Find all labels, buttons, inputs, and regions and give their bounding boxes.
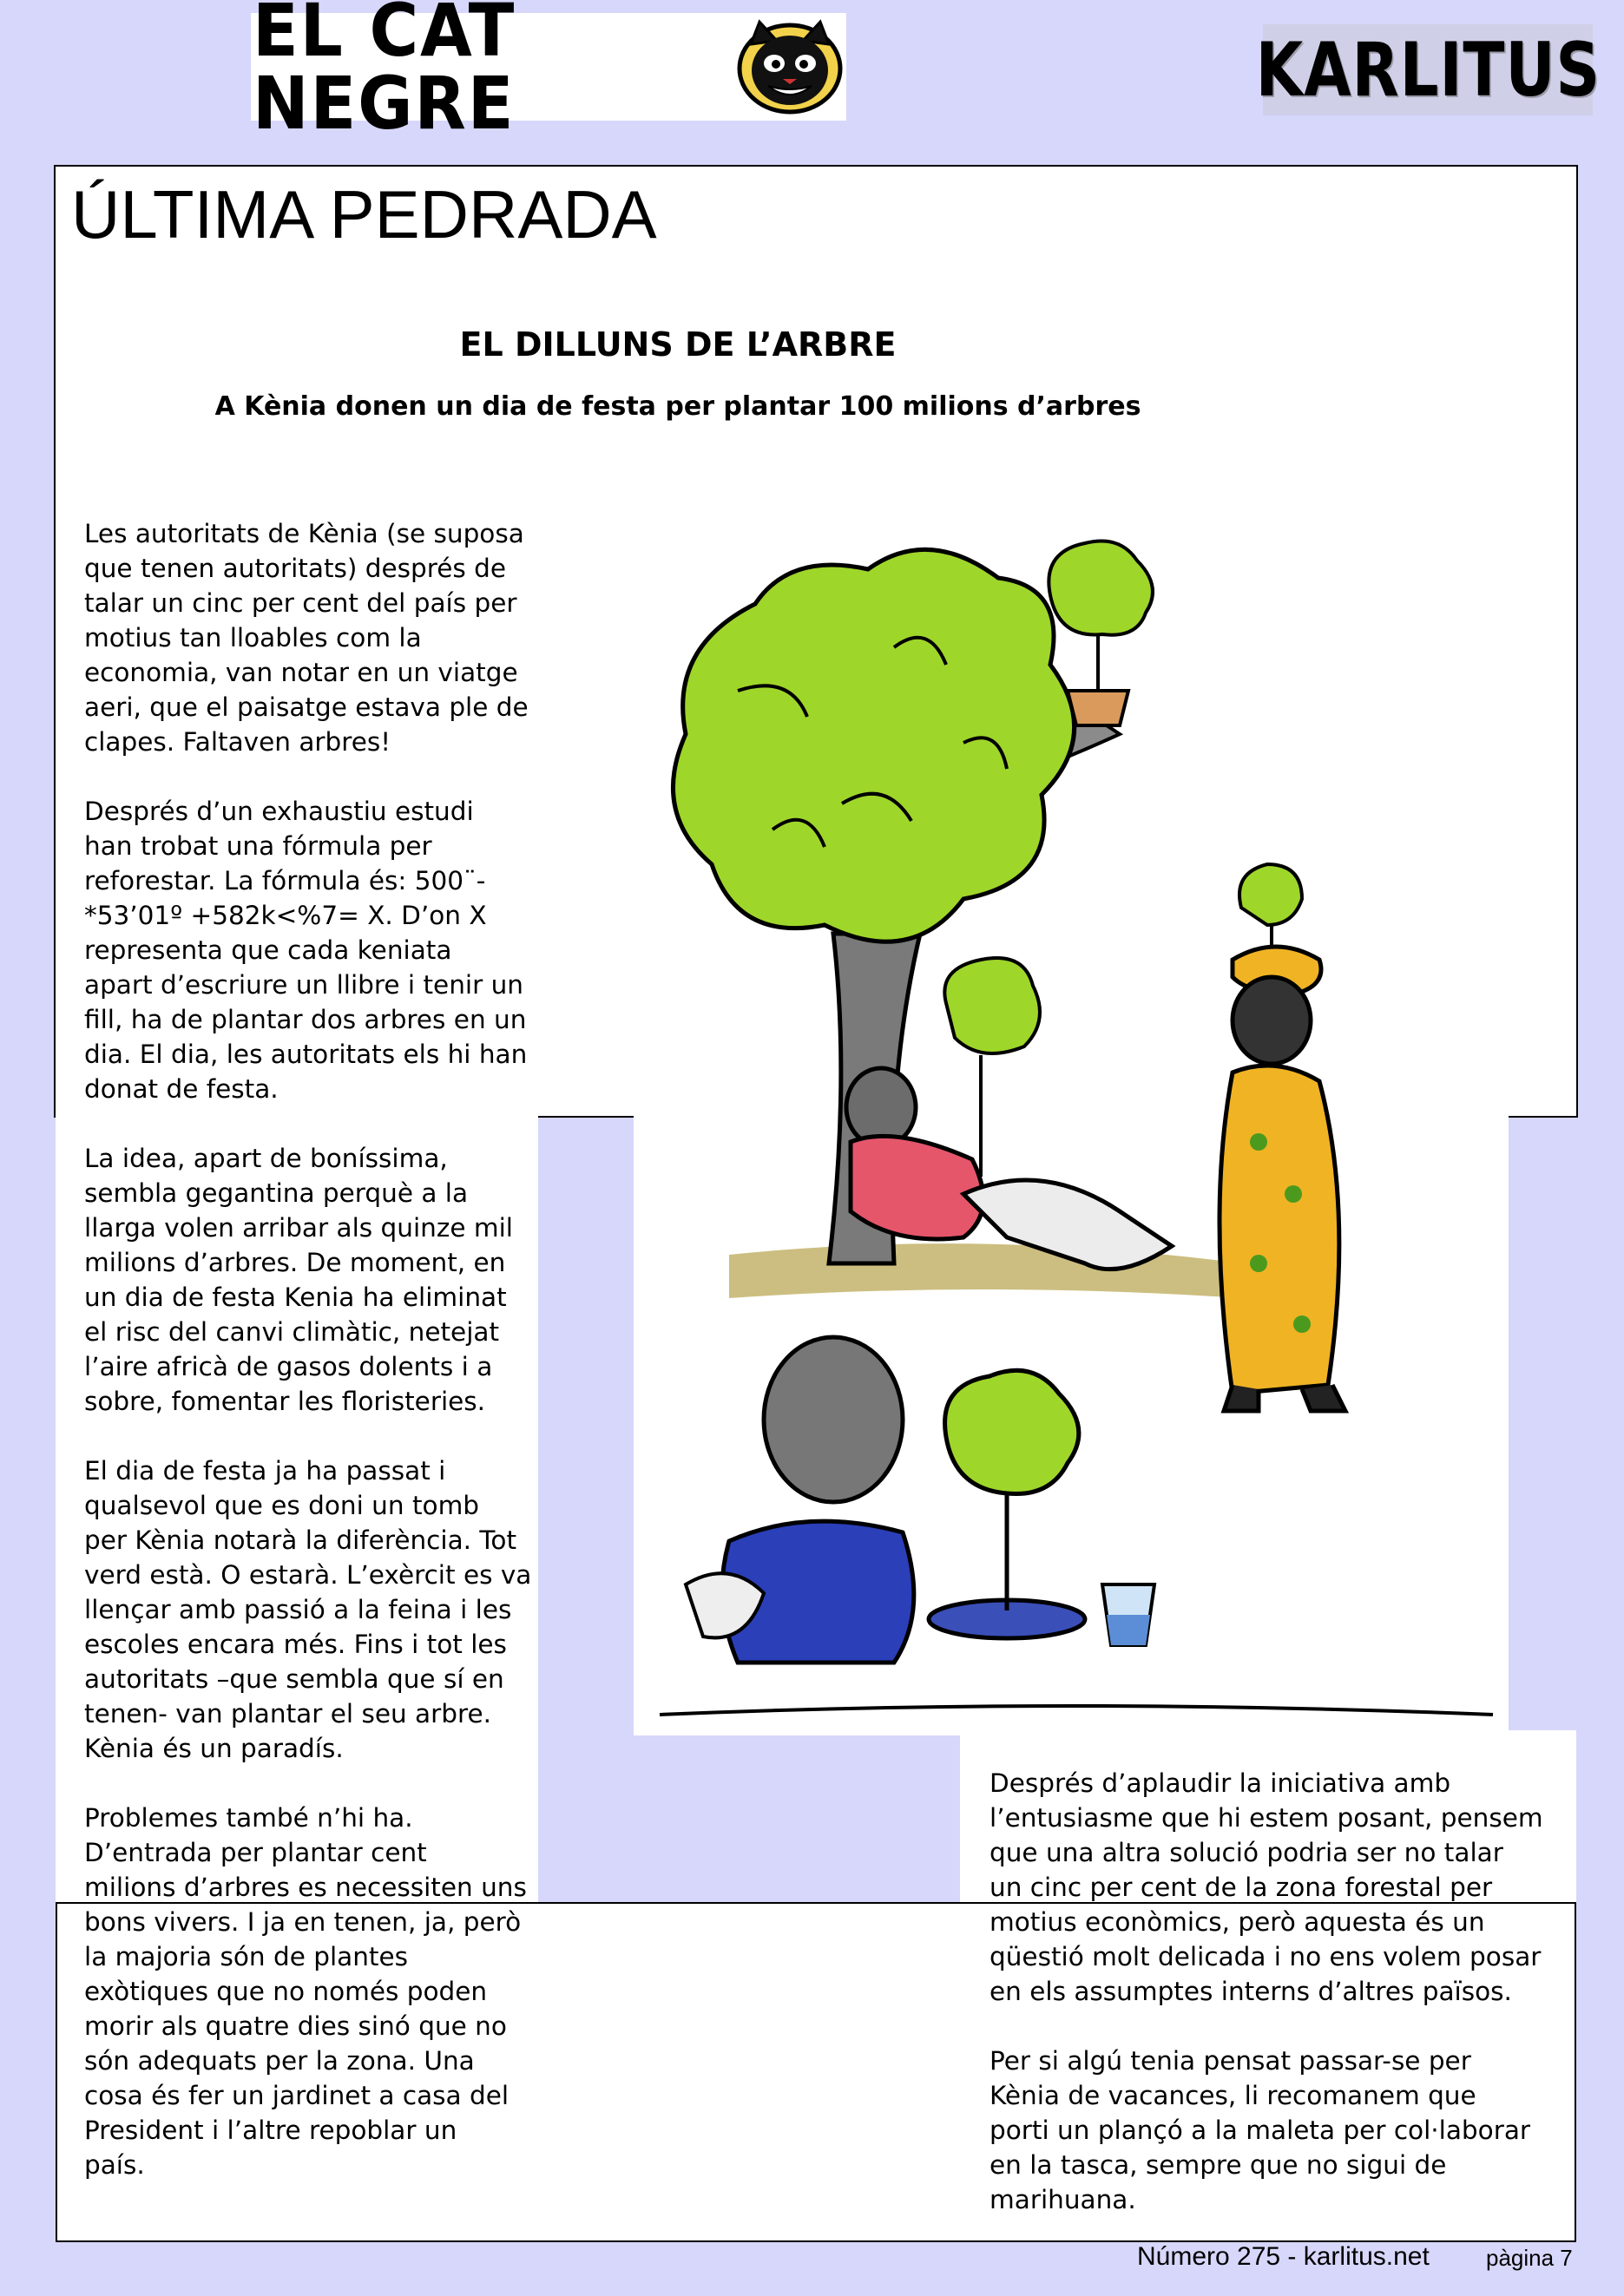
- karlitus-logo: [1255, 24, 1601, 115]
- tree-planting-illustration: [634, 517, 1509, 1735]
- el-cat-negre-logo-text: EL CAT NEGRE: [253, 0, 516, 146]
- black-cat-icon: [735, 18, 845, 115]
- footer-page-number: pàgina 7: [1486, 2245, 1573, 2271]
- headline: EL DILLUNS DE L’ARBRE: [459, 325, 897, 364]
- tree-planting-cartoon-icon: [634, 517, 1509, 1735]
- article-right-column: Després d’aplaudir la iniciativa amb l’entusiasme que hi estem posant, pensem que una altra solució podria ser no talar un cinc per cent de la zona forestal per motius econòmics, però aquesta és un qüestió molt delicada i no ens volem posar en els assumptes interns d’altres països. Per si algú tenia pensat passar-se per Kènia de vacances, li recomanem que porti un plançó a la maleta per col·laborar en la tasca, sempre que no sigui de marihuana.: [990, 1768, 1543, 2214]
- article-left-column: Les autoritats de Kènia (se suposa que tenen autoritats) després de talar un cinc per cent del país per motius tan lloables com la economia, van notar en un viatge aeri, que el paisatge estava ple de clapes. Faltaven arbres! Després d’un exhaustiu estudi han trobat una fórmula per reforestar. La fórmula és: 500¨- *53’01º +582k<%7= X. D’on X representa que cada keniata apart d’escriure un llibre i tenir un fill, ha de plantar dos arbres en un dia. El dia, les autoritats els hi han donat de festa. La idea, apart de boníssima, sembla gegantina perquè a la llarga volen arribar als quinze mil milions d’arbres. De moment, en un dia de festa Kenia ha eliminat el risc del canvi climàtic, netejat l’aire africà de gasos dolents i a sobre, fomentar les floristeries. El dia de festa ja ha passat i qualsevol que es doni un tomb per Kènia notarà la diferència. Tot verd està. O estarà. L’exèrcit es va llençar amb passió a la feina i les escoles encara més. Fins i tot les autoritats –que sembla que sí en tenen- van plantar el seu arbre. Kènia és un paradís. Problemes també n’hi ha. D’entrada per plantar cent milions d’arbres es necessiten uns bons vivers. I ja en tenen, ja, però la majoria són de plantes exòtiques que no només poden morir als quatre dies sinó que no són adequats per la zona. Una cosa és fer un jardinet a casa del President i l’altre repoblar un país.: [84, 519, 532, 2180]
- el-cat-negre-logo: [251, 0, 846, 146]
- section-title: ÚLTIMA PEDRADA: [71, 176, 657, 253]
- karlitus-logo-text: KARLITUS: [1255, 26, 1601, 114]
- subheadline: A Kènia donen un dia de festa per plantar 100 milions d’arbres: [214, 391, 1141, 422]
- footer-issue-number: Número 275 - karlitus.net: [1137, 2242, 1430, 2271]
